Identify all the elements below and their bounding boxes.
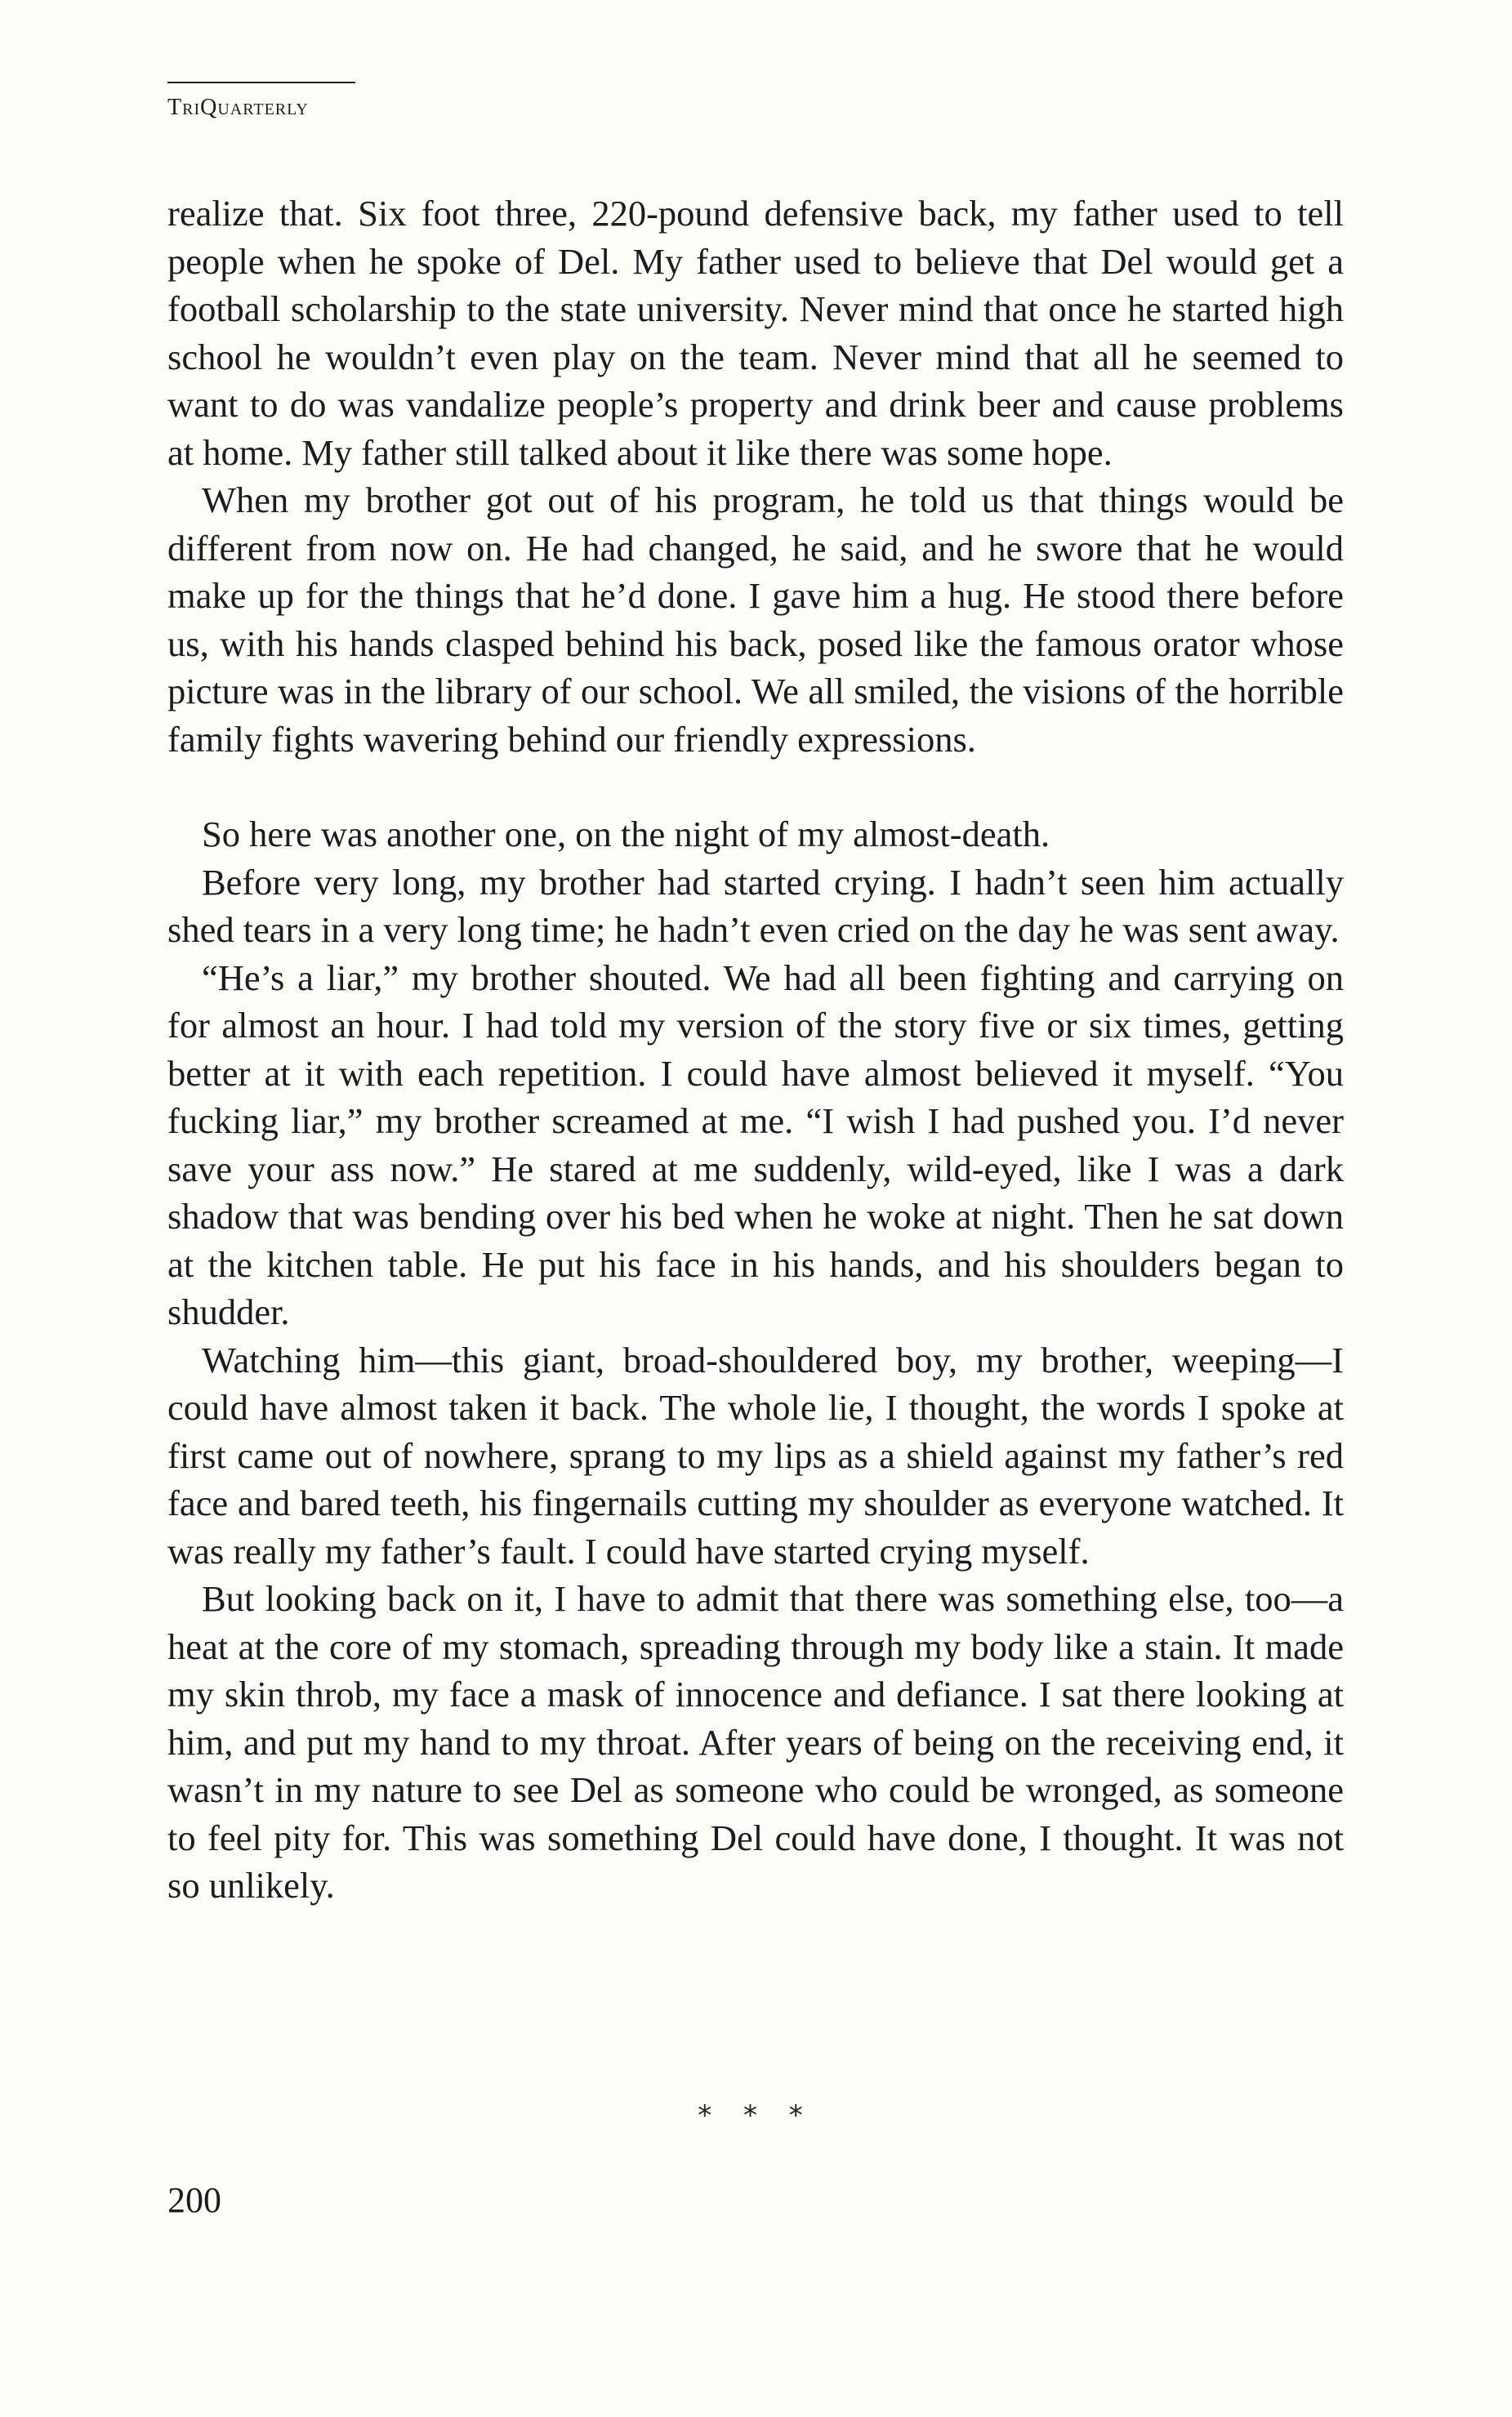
paragraph-7: But looking back on it, I have to admit that there was something else, too—a heat at the core of my stomach, spreading through my body like a stain. It made my skin throb, my face a mask of innocence and defiance. I sat there looking at him, and put my hand to my throat. After years of being on the receiving end, it wasn’t in my nature to see Del as someone who could be wronged, as someone to feel pity for. This was something Del could have done, I thought. It was not so unlikely. [167, 1578, 1344, 1906]
paragraph-2: When my brother got out of his program, he told us that things would be different from now on. He had changed, he said, and he swore that he would make up for the things that he’d done. I gave him a hug. He stood there before us, with his hands clasped behind his back, posed like the famous orator whose picture was in the library of our school. We all smiled, the visions of the horrible family fights wavering behind our friendly expressions. [167, 479, 1344, 760]
running-head: TriQuarterly [167, 82, 355, 119]
section-break-ornament: * * * [698, 2099, 814, 2132]
paragraph-5: “He’s a liar,” my brother shouted. We had all been fighting and carrying on for almost an hour. I had told my version of the story five or six times, getting better at it with each repetition. I could have almost believed it myself. “You fucking liar,” my brother screamed at me. “I wish I had pushed you. I’d never save your ass now.” He stared at me suddenly, wild-eyed, like I was a dark shadow that was bending over his bed when he woke at night. Then he sat down at the kitchen table. He put his face in his hands, and his shoulders began to shudder. [167, 957, 1344, 1332]
paragraph-4: Before very long, my brother had started crying. I hadn’t seen him actually shed tears in a very long time; he hadn’t even cried on the day he was sent away. [167, 861, 1344, 950]
paragraph-3: So here was another one, on the night of my almost-death. [202, 814, 1050, 854]
paragraph-6: Watching him—this giant, broad-shouldered boy, my brother, weeping—I could have almost taken it back. The whole lie, I thought, the words I spoke at first came out of nowhere, sprang to my lips as a shield against my father’s red face and bared teeth, his fingernails cutting my shoulder as everyone watched. It was really my father’s fault. I could have started crying myself. [167, 1339, 1344, 1572]
body-text [167, 190, 1344, 1910]
paragraph-1: realize that. Six foot three, 220-pound defensive back, my father used to tell people when he spoke of Del. My father used to believe that Del would get a football scholarship to the state university. Never mind that once he started high school he wouldn’t even play on the team. Never mind that all he seemed to want to do was vandalize people’s property and drink beer and cause problems at home. My father still talked about it like there was some hope. [167, 193, 1344, 473]
page-number: 200 [167, 2180, 221, 2220]
